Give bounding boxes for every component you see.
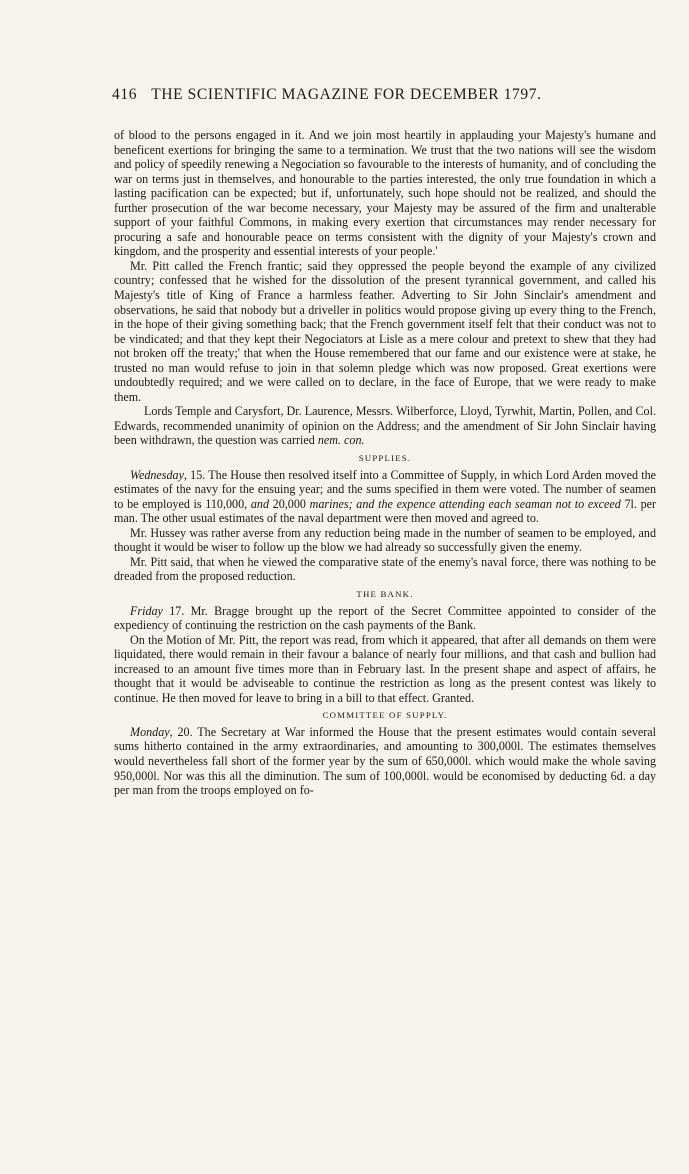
paragraph: Mr. Hussey was rather averse from any reduction being made in the number of seamen to be employed, and thought it would be wiser to follow up the blow we had already so successfully given the enemy. — [114, 525, 656, 555]
paragraph: Monday, 20. The Secretary at War informed the House that the present estimates would contain several sums hitherto contained in the army extraordinaries, and amounting to 300,000l. The estimates themselves would nevertheless fall short of the former year by the sum of 650,000l. which would make the whole saving 950,000l. Nor was this all the diminution. The sum of 100,000l. would be economised by deducting 6d. a day per man from the troops employed on fo- — [114, 724, 656, 798]
body-text — [114, 128, 656, 798]
paragraph: Lords Temple and Carysfort, Dr. Laurence, Messrs. Wilberforce, Lloyd, Tyrwhit, Martin, Pollen, and Col. Edwards, recommended unanimity of opinion on the Address; and the amendment of Sir John Sinclair having been withdrawn, the question was carried nem. con. — [114, 404, 656, 448]
paragraph: Friday 17. Mr. Bragge brought up the report of the Secret Committee appointed to consider of the expediency of continuing the restriction on the cash payments of the Bank. — [114, 603, 656, 633]
section-heading: SUPPLIES. — [358, 453, 412, 464]
running-header — [112, 86, 632, 104]
paragraph: Mr. Pitt called the French frantic; said they oppressed the people beyond the example of any civilized country; confessed that he wished for the dissolution of the present tyrannical government, and called his Majesty's title of King of France a harmless feather. Adverting to Sir John Sinclair's amendment and observations, he said that nobody but a driveller in politics would propose giving up every thing to the French, in the hope of their giving something back; that the French government itself felt that their conduct was not to be vindicated; and that they kept their Negociators at Lisle as a mere colour and pretext to shew that they had not broken off the treaty;' that when the House remembered that our fame and our existence were at stake, he trusted no man would refuse to join in that solemn pledge which was now proposed. Great exertions were undoubtedly required; and we were called on to declare, in the face of Europe, that we were ready to make them. — [114, 258, 656, 404]
section-heading: COMMITTEE OF SUPPLY. — [322, 710, 448, 721]
running-title: THE SCIENTIFIC MAGAZINE FOR DECEMBER 1797. — [151, 86, 542, 103]
section-heading: THE BANK. — [356, 588, 414, 599]
paragraph: Mr. Pitt said, that when he viewed the comparative state of the enemy's naval force, there was nothing to be dreaded from the proposed reduction. — [114, 554, 656, 584]
paragraph: of blood to the persons engaged in it. And we join most heartily in applauding your Majesty's humane and beneficent exertions for bringing the same to a termination. We trust that the two nations will see the wisdom and policy of speedily renewing a Negociation so favourable to the interests of humanity, and of concluding the war on terms just in themselves, and honourable to the parties interested, the only true foundation in which a lasting pacification can be expected; but if, unfortunately, such hope should not be realized, and should the further prosecution of the war become necessary, your Majesty may be assured of the firm and unalterable support of your faithful Commons, in making every exertion that circumstances may render necessary for procuring a safe and honourable peace on terms consistent with the dignity of your Majesty's crown and kingdom, and the prosperity and essential interests of your people.' — [114, 128, 656, 259]
paragraph: Wednesday, 15. The House then resolved itself into a Committee of Supply, in which Lord Arden moved the estimates of the navy for the ensuing year; and the sums specified in them were voted. The number of seamen to be employed is 110,000, and 20,000 marines; and the expence attending each seaman not to exceed 7l. per man. The other usual estimates of the naval department were then moved and agreed to. — [114, 467, 657, 526]
paragraph: On the Motion of Mr. Pitt, the report was read, from which it appeared, that after all demands on them were liquidated, there would remain in their favour a balance of nearly four millions, and that cash and bullion had increased to an amount five times more than in February last. In the present shape and aspect of affairs, he thought that it would be adviseable to continue the restriction as long as the present contest was likely to continue. He then moved for leave to bring in a bill to that effect. Granted. — [114, 632, 656, 705]
page-number: 416 — [112, 86, 138, 103]
